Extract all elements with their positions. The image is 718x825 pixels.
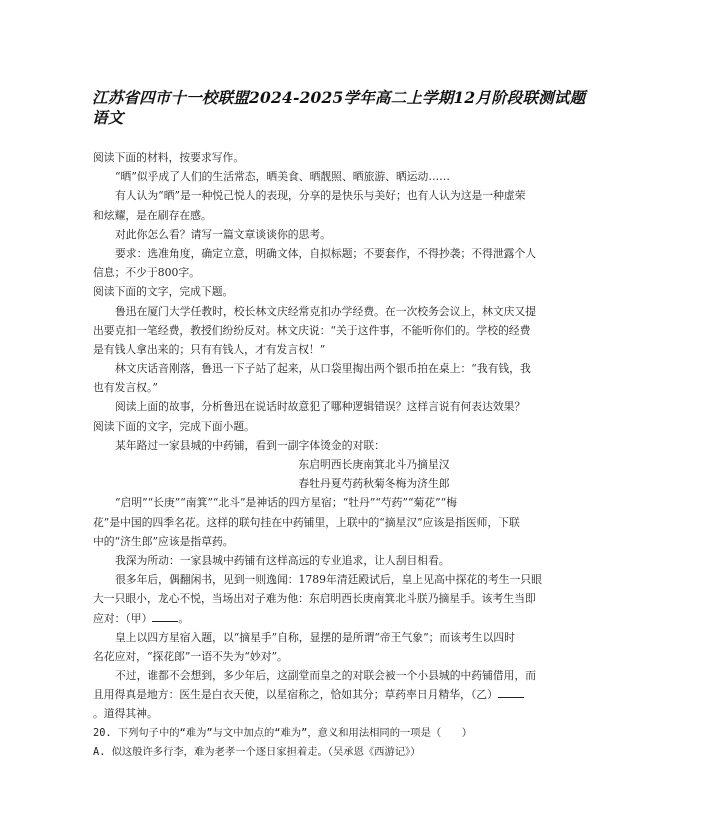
paragraph-line: 不过，谁都不会想到，多少年后，这副堂而皇之的对联会被一个小县城的中药铺借用，而 [115,669,537,683]
paragraph-line: 中的“济生郎”应该是指草药。 [93,534,234,548]
paragraph-line-text: 且用得真是地方：医生是白衣天使，以星宿称之，恰如其分；草药率日月精华，（乙） [93,688,498,702]
document-title [92,88,632,128]
answer-blank-line [93,609,633,628]
paragraph-line: 是有钱人拿出来的；只有有钱人，才有发言权！” [93,342,326,356]
document-body [93,148,633,762]
paragraph-line: “启明”“长庚”“南箕”“北斗”是神话的四方星宿；“牡丹”“芍药”“菊花”“梅 [115,496,457,510]
title-line-1: 江苏省四市十一校联盟2024-2025学年高二上学期12月阶段联测试题 [92,88,586,107]
couplet-line-2: 春牡丹夏芍药秋菊冬梅为济生郎 [298,477,450,491]
couplet-line-1: 东启明西长庚南箕北斗乃摘星汉 [298,458,450,471]
paragraph-line: 皇上以四方星宿入题，以“摘星手”自称，显摆的是所谓“帝王气象”；而该考生以四时 [115,630,515,644]
answer-blank-yi [498,687,524,698]
answer-blank-jia [152,611,178,622]
writing-task-intro: 阅读下面的材料，按要求写作。 [93,151,245,164]
paragraph-line: 某年路过一家县城的中药铺，看到一副字体烫金的对联： [115,438,385,452]
question-line: 阅读上面的故事，分析鲁迅在说话时故意犯了哪种逻辑错误？这样言说有何表达效果？ [115,400,526,414]
paragraph-line: 我深为所动：一家县城中药铺有这样高远的专业追求，让人刮目相看。 [115,553,450,567]
answer-blank-line [93,685,633,704]
paragraph-line: “晒”似乎成了人们的生活常态，晒美食、晒靓照、晒旅游、晒运动…… [115,170,450,184]
paragraph-line: 林文庆话音刚落，鲁迅一下子站了起来，从口袋里掏出两个银币拍在桌上：“我有钱，我 [115,362,531,376]
paragraph-line: 有人认为“晒”是一种悦己悦人的表现，分享的是快乐与美好；也有人认为这是一种虚荣 [115,189,526,203]
paragraph-line: 大一只眼小，龙心不悦，当场出对子难为他：东启明西长庚南箕北斗朕乃摘星手。该考生当即 [93,592,536,606]
paragraph-line: 鲁迅在厦门大学任教时，校长林文庆经常克扣办学经费。在一次校务会议上，林文庆又提 [115,304,537,318]
paragraph-line: 要求：选准角度，确定立意，明确文体，自拟标题；不要套作，不得抄袭；不得泄露个人 [115,246,537,260]
paragraph-line: 和炫耀，是在刷存在感。 [93,208,212,222]
section-intro: 阅读下面的文字，完成下题。 [93,285,234,299]
paragraph-line: 也有发言权。” [93,381,158,395]
option-a: A. 似这般许多行李，难为老孝一个逐日家担着走。（吴承恩《西游记》） [93,745,421,758]
paragraph-line: 名花应对，“探花郎”一语不失为“妙对”。 [93,649,288,663]
period-mark: 。 [178,611,190,625]
question-20: 20. 下列句子中的“难为”与文中加点的“难为”，意义和用法相同的一项是（ ） [93,726,473,739]
section-intro: 阅读下面的文字，完成下面小题。 [93,419,255,433]
paragraph-line: 对此你怎么看？请写一篇文章谈谈你的思考。 [115,227,331,241]
paragraph-line: 。道得其神。 [93,707,158,721]
paragraph-line: 很多年后，偶翻闲书，见到一则逸闻：1789年清廷殿试后，皇上见高中探花的考生一只眼 [115,573,542,587]
title-line-2: 语文 [92,108,124,127]
paragraph-line-text: 应对：（甲） [93,611,153,625]
paragraph-line: 出要克扣一笔经费，教授们纷纷反对。林文庆说：“关于这件事，不能听你们的。学校的经费 [93,323,531,337]
paragraph-line: 花”是中国的四季名花。这样的联句挂在中药铺里，上联中的“摘星汉”应该是指医师，下联 [93,515,520,529]
paragraph-line: 信息；不少于800字。 [93,266,200,280]
